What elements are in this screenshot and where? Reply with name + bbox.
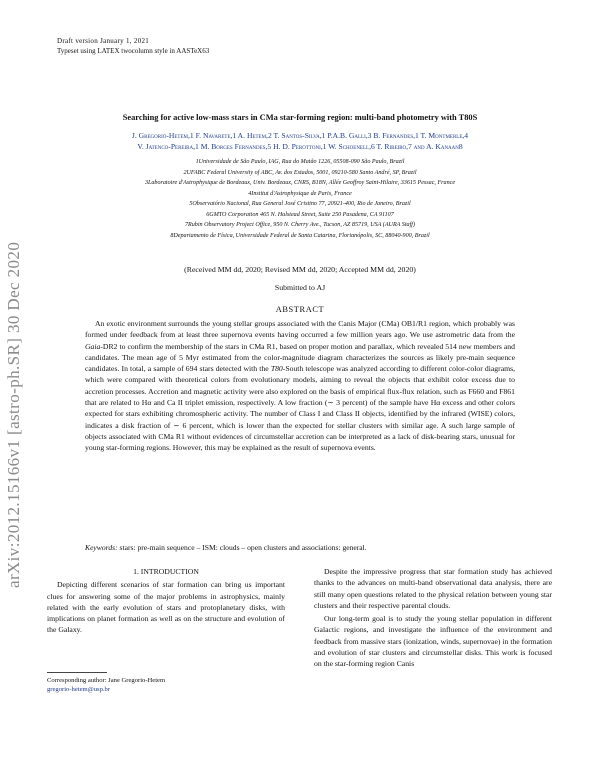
abstract-part-2: -DR2 to confirm the membership of the stars in CMa R1, based on proper motion and parallax, which revealed 514 new members and candidates. The mean age of 5 Myr estimated from the color-magnitude diagram characterizes the sources as likely pre-main sequence candidates. In total, a sample of 694 stars detected with the: [85, 341, 515, 374]
affiliation: 8Departamento de Física, Universidade Federal de Santa Catarina, Florianópolis, SC, 88040-900, Brazil: [170, 232, 430, 239]
abstract-part-1: An exotic environment surrounds the young stellar groups associated with the Canis Major (CMa) OB1/R1 region, which probably was formed under feedback from at least three supernova events having occurred a few million years ago. We use astrometric data from the: [85, 319, 515, 340]
intro-paragraph-right-2: Our long-term goal is to study the young stellar population in different Galactic regions, and investigate the influence of the environment and feedback from massive stars (ionization, winds, supernovae) in the formation and evolution of star clusters and circumstellar disks. This work is focused on the star-forming region Canis: [314, 614, 552, 669]
keywords: [85, 543, 515, 552]
affiliation: 6GMTO Corporation 465 N. Halstead Street, Suite 250 Pasadena, CA 91107: [206, 211, 394, 218]
introduction-heading: 1. INTRODUCTION: [133, 567, 199, 576]
paper-title: Searching for active low-mass stars in CMa star-forming region: multi-band photometry with T80S: [122, 113, 478, 122]
left-column: [47, 566, 285, 636]
authors-line-2[interactable]: V. Jatenco-Pereira,1 M. Borges Fernandes,5 H. D. Perottoni,1 W. Schoenell,6 T. Ribeiro,7 and A. Kanaan8: [137, 142, 463, 151]
draft-version: Draft version January 1, 2021: [57, 37, 150, 45]
gaia-term: Gaia: [85, 341, 101, 351]
abstract-text: [85, 318, 515, 454]
corresponding-author: [47, 676, 165, 694]
affiliation: 5Observatório Nacional, Rua General José Cristino 77, 20921-400, Rio de Janeiro, Brazil: [189, 201, 411, 207]
intro-paragraph-right-1: Despite the impressive progress that star formation study has achieved thanks to the advances on multi-band observational data analysis, there are still many open questions related to the physical relation between young star clusters and their respective parental clouds.: [314, 567, 552, 610]
typeset-note: Typeset using LATEX twocolumn style in AASTeX63: [57, 47, 210, 55]
affiliation: 7Rubin Observatory Project Office, 950 N. Cherry Ave., Tucson, AZ 85719, USA (AURA Staff): [184, 222, 416, 228]
corresponding-email-link[interactable]: gregorio-hetem@usp.br: [47, 686, 111, 693]
author-list: [40, 130, 560, 152]
corresponding-author-label: Corresponding author: Jane Gregorio-Hetem: [47, 677, 166, 684]
abstract-heading: ABSTRACT: [275, 305, 325, 314]
footnote-rule: [47, 672, 107, 673]
abstract-part-3: -South telescope was analyzed according to different color-color diagrams, which were compared with theoretical colors from evolutionary models, aiming to reveal the objects that exhibit color excess due to accretion processes. Accretion and magnetic activity were also explored on the basis of empirical flux-flux relation, such as F660 and F861 that are related to Hα and Ca II triplet emission, respectively. A low fraction (∼ 3 percent) of the sample have Hα excess and other colors expected for stars exhibiting chromospheric activity. The number of Class I and Class II objects, identified by the infrared (WISE) colors, indicates a disk fraction of ∼ 6 percent, which is lower than the expected for stellar clusters with similar age. A such large sample of objects associated with CMa R1 without evidences of circumstellar accretion can be interpreted as a lack of disk-bearing stars, unusual for young star-forming regions. However, this may be explained as the result of supernova events.: [85, 364, 516, 453]
right-column: [314, 566, 552, 670]
arxiv-stamp[interactable]: arXiv:2012.15166v1 [astro-ph.SR] 30 Dec 2020: [4, 241, 23, 588]
affiliation: 1Universidade de São Paulo, IAG, Rua do Matão 1226, 05508-090 São Paulo, Brazil: [195, 159, 405, 165]
affiliation: 3Laboratoire d'Astrophysique de Bordeaux, Univ. Bordeaux, CNRS, B18N, Allée Geoffroy Saint-Hilaire, 33615 Pessac, France: [144, 180, 456, 186]
intro-paragraph-left: Depicting different scenarios of star formation can bring us important clues for answering some of the major problems in astrophysics, mainly related with the early evolution of stars and protoplanetary disks, with implications on planet formation as well as on the structure and evolution of the Galaxy.: [47, 580, 285, 635]
t80-term: T80: [270, 364, 283, 374]
affiliations: [40, 157, 560, 241]
affiliation: 4Institut d'Astrophysique de Paris, France: [248, 190, 352, 197]
authors-line-1[interactable]: J. Gregorio-Hetem,1 F. Navarete,1 A. Hetem,2 T. Santos-Silva,1 P.A.B. Galli,3 B. Fernandes,1 T. Montmerle,4: [131, 131, 469, 140]
keywords-text: stars: pre-main sequence – ISM: clouds – open clusters and associations: general.: [119, 543, 367, 552]
received-dates: (Received MM dd, 2020; Revised MM dd, 2020; Accepted MM dd, 2020): [184, 265, 416, 274]
affiliation: 2UFABC Federal University of ABC, Av. dos Estados, 5001, 09210-580 Santo André, SP, Brazil: [183, 169, 417, 176]
submitted-to: Submitted to AJ: [274, 283, 326, 292]
keywords-label: Keywords:: [85, 543, 118, 552]
